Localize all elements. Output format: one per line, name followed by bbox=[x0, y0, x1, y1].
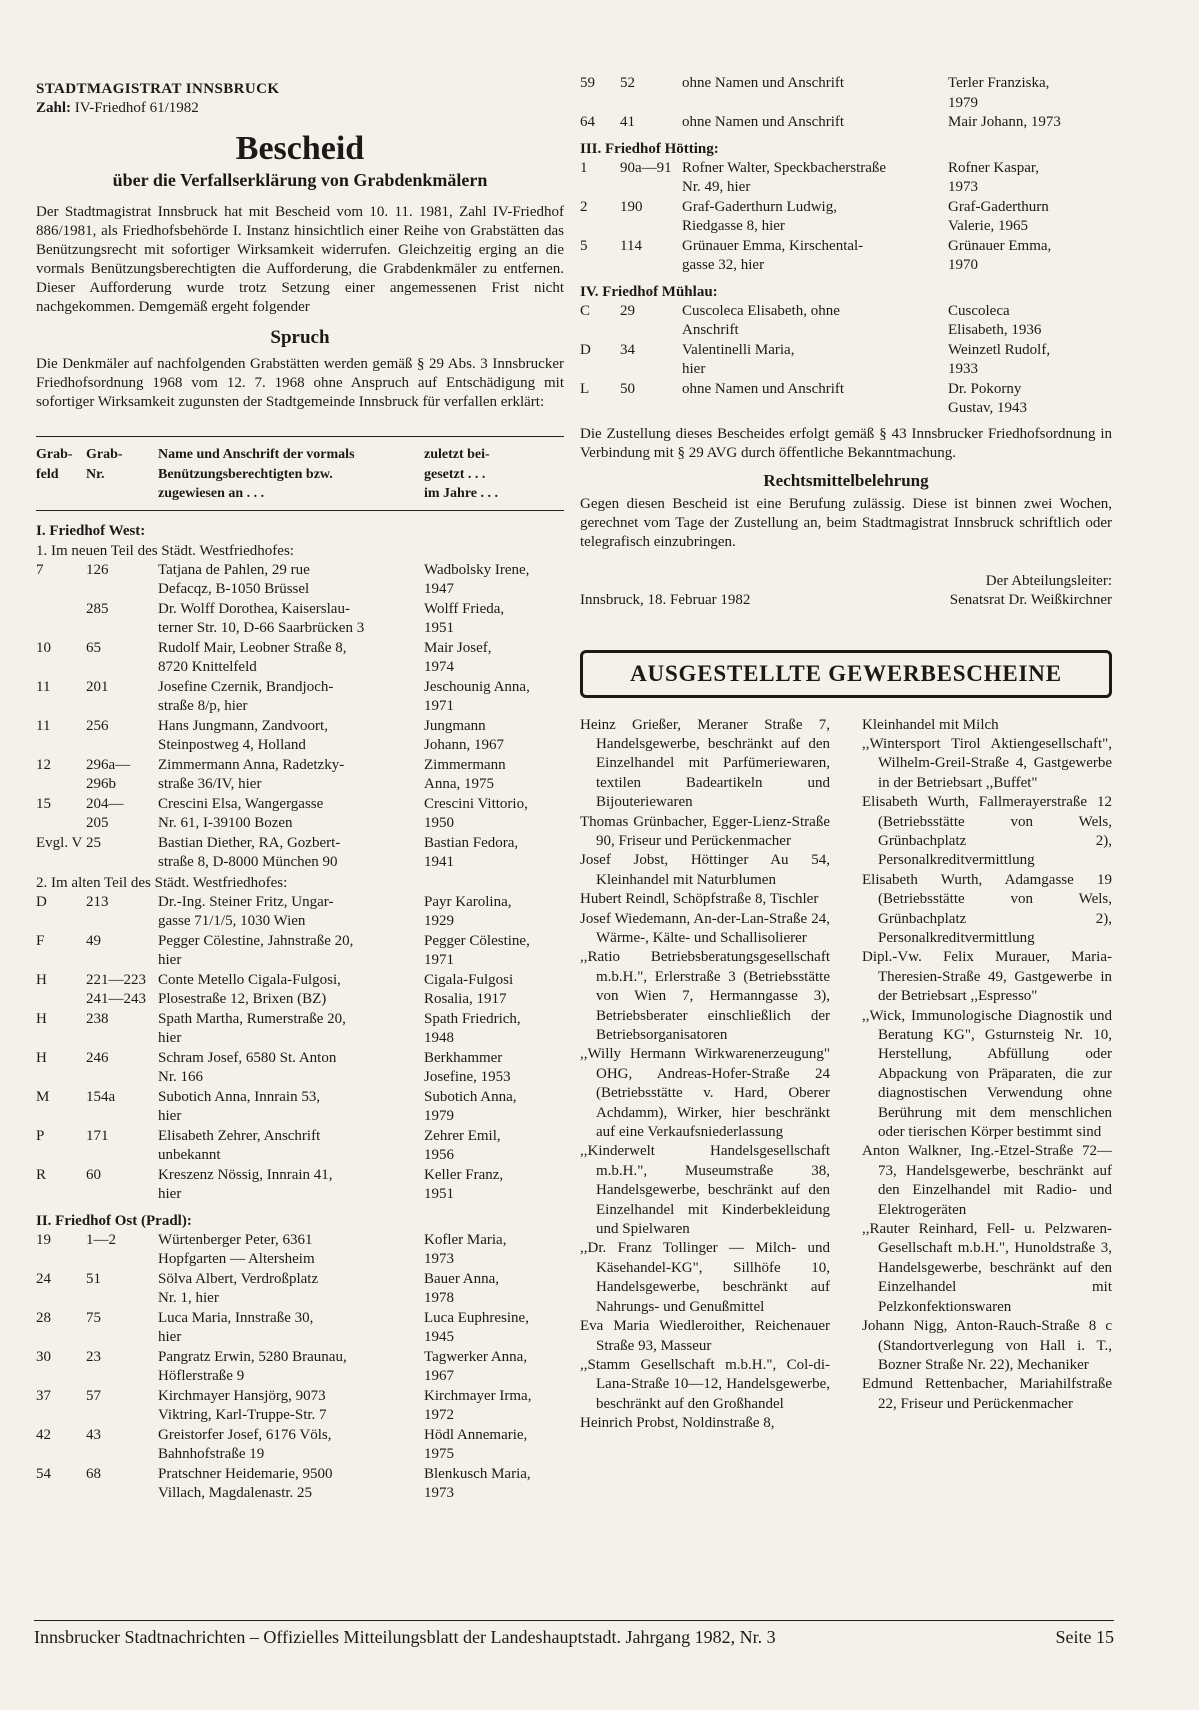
license-entry: ,,Willy Hermann Wirkwarenerzeugung" OHG, Andreas-Hofer-Straße 24 (Betriebsstätte v. Hard, Oberer Achdamm), Wirker, hier beschränkt auf eine Verkaufsniederlassung bbox=[580, 1046, 830, 1141]
table-row bbox=[36, 717, 564, 756]
name-cell: Dr. Wolff Dorothea, Kaiserslau- terner Str. 10, D-66 Saarbrücken 3 bbox=[158, 600, 365, 636]
name-cell: Kreszenz Nössig, Innrain 41, hier bbox=[158, 1166, 333, 1202]
license-entry: Johann Nigg, Anton-Rauch-Straße 8 c (Standortverlegung von Hall i. T., Bozner Straße Nr. 22), Mechaniker bbox=[862, 1318, 1112, 1373]
zustellung-paragraph: Die Zustellung dieses Bescheides erfolgt gemäß § 43 Innsbrucker Friedhofsordnung in Verbindung mit § 29 AVG durch öffentliche Bekanntmachung. bbox=[580, 425, 1112, 461]
license-entry: ,,Ratio Betriebsberatungsgesellschaft m.b.H.", Erlerstraße 3 (Betriebsstätte von Wien 7, Hermanngasse 3), Betriebsberater einschließlich der Betriebsorganisatoren bbox=[580, 949, 830, 1043]
grabnr-cell: 201 bbox=[86, 678, 109, 695]
grabfeld-cell: 28 bbox=[36, 1309, 51, 1326]
file-number-label: Zahl: bbox=[36, 100, 72, 116]
last-burial-cell: Spath Friedrich, 1948 bbox=[424, 1010, 521, 1046]
grabnr-cell: 50 bbox=[620, 380, 635, 397]
muehlau-rows bbox=[580, 302, 1112, 419]
grabfeld-cell: L bbox=[580, 380, 590, 397]
header-grabnr: Grab- Nr. bbox=[86, 447, 123, 482]
cemetery-hoetting-heading: III. Friedhof Hötting: bbox=[580, 140, 719, 157]
table-row bbox=[580, 380, 1112, 419]
table-row bbox=[36, 600, 564, 639]
last-burial-cell: Crescini Vittorio, 1950 bbox=[424, 795, 528, 831]
table-row bbox=[580, 237, 1112, 276]
license-entry: Thomas Grünbacher, Egger-Lienz-Straße 90, Friseur und Perückenmacher bbox=[580, 813, 830, 849]
grabnr-cell: 49 bbox=[86, 932, 101, 949]
grabnr-cell: 154a bbox=[86, 1088, 116, 1105]
name-cell: Subotich Anna, Innrain 53, hier bbox=[158, 1088, 321, 1124]
license-entry: Eva Maria Wiedleroither, Reichenauer Straße 93, Masseur bbox=[580, 1318, 830, 1354]
file-number bbox=[36, 99, 564, 118]
grabnr-cell: 171 bbox=[86, 1127, 109, 1144]
grabnr-cell: 296a— 296b bbox=[86, 756, 131, 792]
last-burial-cell: Luca Euphresine, 1945 bbox=[424, 1309, 529, 1345]
table-row bbox=[36, 1309, 564, 1348]
table-row bbox=[36, 639, 564, 678]
grabnr-cell: 213 bbox=[86, 893, 109, 910]
grabnr-cell: 204— 205 bbox=[86, 795, 124, 831]
table-row bbox=[36, 1127, 564, 1166]
west-new-part-heading: 1. Im neuen Teil des Städt. Westfriedhofes: bbox=[36, 542, 294, 559]
rechtsmittel-paragraph: Gegen diesen Bescheid ist eine Berufung zulässig. Diese ist binnen zwei Wochen, gerechnet vom Tage der Zustellung an, beim Stadtmagistrat Innsbruck schriftlich oder telegrafisch einzubringen. bbox=[580, 495, 1112, 550]
name-cell: Conte Metello Cigala-Fulgosi, Plosestraße 12, Brixen (BZ) bbox=[158, 971, 341, 1007]
grabfeld-cell: H bbox=[36, 1010, 47, 1027]
grabfeld-cell: 7 bbox=[36, 561, 44, 578]
ost-rows-left bbox=[36, 1231, 564, 1504]
license-entry: ,,Wintersport Tirol Aktiengesellschaft", Wilhelm-Greil-Straße 4, Gastgewerbe in der Betriebsart ,,Buffet" bbox=[862, 735, 1112, 791]
name-cell: Dr.-Ing. Steiner Fritz, Ungar- gasse 71/1/5, 1030 Wien bbox=[158, 893, 334, 929]
last-burial-cell: Jeschounig Anna, 1971 bbox=[424, 678, 530, 714]
signatory-name: Senatsrat Dr. Weißkirchner bbox=[949, 591, 1112, 608]
grabnr-cell: 52 bbox=[620, 75, 635, 91]
name-cell: Graf-Gaderthurn Ludwig, Riedgasse 8, hier bbox=[682, 198, 837, 234]
license-entry: ,,Dr. Franz Tollinger — Milch- und Käsehandel-KG", Sillhöfe 10, Handelsgewerbe, beschränkt auf Nahrungs- und Genußmittel bbox=[580, 1240, 830, 1315]
name-cell: Spath Martha, Rumerstraße 20, hier bbox=[158, 1010, 346, 1046]
grabfeld-cell: 54 bbox=[36, 1465, 51, 1482]
grabfeld-cell: M bbox=[36, 1088, 50, 1105]
last-burial-cell: Terler Franziska, 1979 bbox=[948, 75, 1050, 111]
table-row bbox=[36, 561, 564, 600]
grabnr-cell: 238 bbox=[86, 1010, 109, 1027]
last-burial-cell: Graf-Gaderthurn Valerie, 1965 bbox=[948, 198, 1049, 234]
table-row bbox=[36, 1088, 564, 1127]
license-entry: Hubert Reindl, Schöpfstraße 8, Tischler bbox=[580, 891, 819, 908]
name-cell: Cuscoleca Elisabeth, ohne Anschrift bbox=[682, 302, 840, 338]
grabfeld-cell: 11 bbox=[36, 717, 51, 734]
grabnr-cell: 75 bbox=[86, 1309, 101, 1326]
grabnr-cell: 57 bbox=[86, 1387, 101, 1404]
grabfeld-cell: 24 bbox=[36, 1270, 51, 1287]
grabfeld-cell: 37 bbox=[36, 1387, 51, 1404]
grabfeld-cell: 64 bbox=[580, 114, 595, 130]
table-row bbox=[36, 1049, 564, 1088]
name-cell: ohne Namen und Anschrift bbox=[682, 75, 845, 91]
license-entry: Elisabeth Wurth, Adamgasse 19 (Betriebsstätte von Wels, Grünbachplatz 2), Personalkreditvermittlung bbox=[862, 871, 1112, 946]
name-cell: Pratschner Heidemarie, 9500 Villach, Magdalenastr. 25 bbox=[158, 1465, 333, 1501]
west-new-rows bbox=[36, 561, 564, 873]
last-burial-cell: Bauer Anna, 1978 bbox=[424, 1270, 499, 1306]
grabfeld-cell: H bbox=[36, 1049, 47, 1066]
grabnr-cell: 25 bbox=[86, 834, 101, 851]
table-row bbox=[580, 74, 1112, 113]
table-row bbox=[36, 1465, 564, 1504]
name-cell: Pegger Cölestine, Jahnstraße 20, hier bbox=[158, 932, 354, 968]
document-subtitle: über die Verfallserklärung von Grabdenkmälern bbox=[112, 170, 488, 190]
grabfeld-cell bbox=[36, 600, 86, 639]
grabfeld-cell: 12 bbox=[36, 756, 51, 773]
file-number-value: IV-Friedhof 61/1982 bbox=[74, 100, 199, 116]
last-burial-cell: Hödl Annemarie, 1975 bbox=[424, 1426, 528, 1462]
last-burial-cell: Cigala-Fulgosi Rosalia, 1917 bbox=[424, 971, 514, 1007]
name-cell: Bastian Diether, RA, Gozbert- straße 8, D-8000 München 90 bbox=[158, 834, 341, 870]
last-burial-cell: Grünauer Emma, 1970 bbox=[948, 237, 1052, 273]
grabfeld-cell: D bbox=[36, 893, 47, 910]
signature-block bbox=[580, 572, 1112, 610]
last-burial-cell: Berkhammer Josefine, 1953 bbox=[424, 1049, 511, 1085]
last-burial-cell: Keller Franz, 1951 bbox=[424, 1166, 504, 1202]
last-burial-cell: Pegger Cölestine, 1971 bbox=[424, 932, 530, 968]
grabnr-cell: 114 bbox=[620, 237, 642, 254]
name-cell: Kirchmayer Hansjörg, 9073 Viktring, Karl-Truppe-Str. 7 bbox=[158, 1387, 327, 1423]
last-burial-cell: Zimmermann Anna, 1975 bbox=[424, 756, 506, 792]
grabfeld-cell: 2 bbox=[580, 198, 588, 215]
name-cell: Pangratz Erwin, 5280 Braunau, Höflerstraße 9 bbox=[158, 1348, 347, 1384]
table-row bbox=[580, 159, 1112, 198]
grabnr-cell: 43 bbox=[86, 1426, 101, 1443]
name-cell: Valentinelli Maria, hier bbox=[682, 341, 795, 377]
grabnr-cell: 126 bbox=[86, 561, 109, 578]
table-row bbox=[36, 932, 564, 971]
header-grabfeld: Grab- feld bbox=[36, 447, 73, 482]
grabfeld-cell: 59 bbox=[580, 75, 595, 91]
name-cell: Josefine Czernik, Brandjoch- straße 8/p, hier bbox=[158, 678, 334, 714]
grabnr-cell: 190 bbox=[620, 198, 643, 215]
left-column bbox=[36, 80, 564, 1504]
grabfeld-cell: 19 bbox=[36, 1231, 51, 1248]
grabfeld-cell: D bbox=[580, 341, 591, 358]
grabfeld-cell: 10 bbox=[36, 639, 51, 656]
license-entry: Dipl.-Vw. Felix Murauer, Maria-Theresien-Straße 49, Gastgewerbe in der Betriebsart ,,Espresso" bbox=[862, 949, 1112, 1005]
name-cell: Rudolf Mair, Leobner Straße 8, 8720 Knittelfeld bbox=[158, 639, 347, 675]
name-cell: Tatjana de Pahlen, 29 rue Defacqz, B-1050 Brüssel bbox=[158, 561, 310, 597]
cemetery-muehlau-heading: IV. Friedhof Mühlau: bbox=[580, 283, 718, 300]
name-cell: Greistorfer Josef, 6176 Völs, Bahnhofstraße 19 bbox=[158, 1426, 332, 1462]
last-burial-cell: Payr Karolina, 1929 bbox=[424, 893, 512, 929]
name-cell: ohne Namen und Anschrift bbox=[682, 114, 845, 130]
west-old-rows bbox=[36, 893, 564, 1205]
grabfeld-cell: 15 bbox=[36, 795, 51, 812]
name-cell: Hans Jungmann, Zandvoort, Steinpostweg 4, Holland bbox=[158, 717, 328, 753]
issuing-authority: STADTMAGISTRAT INNSBRUCK bbox=[36, 81, 280, 97]
grabfeld-cell: 1 bbox=[580, 159, 588, 176]
grabnr-cell: 1—2 bbox=[86, 1231, 116, 1248]
table-row bbox=[36, 1426, 564, 1465]
intro-paragraph: Der Stadtmagistrat Innsbruck hat mit Bescheid vom 10. 11. 1981, Zahl IV-Friedhof 886/1981, als Friedhofsbehörde I. Instanz hinsichtlich einer Reihe von Grabstätten das Benützungsrecht mit sofortiger Wirksamkeit widerrufen. Gleichzeitig erging an die vormals Benützungsberechtigten die Aufforderung, die Grabdenkmäler zu entfernen. Dieser Aufforderung wurde trotz Setzung einer angemessenen Frist nicht nachgekommen. Demgemäß ergeht folgender bbox=[36, 204, 564, 315]
table-header bbox=[36, 436, 564, 511]
license-entry: Heinrich Probst, Noldinstraße 8, bbox=[580, 1415, 775, 1432]
grabfeld-cell: 11 bbox=[36, 678, 51, 695]
ost-rows-right bbox=[580, 74, 1112, 133]
grabfeld-cell: Evgl. V bbox=[36, 834, 83, 851]
grabfeld-cell: R bbox=[36, 1166, 47, 1183]
last-burial-cell: Cuscoleca Elisabeth, 1936 bbox=[948, 302, 1042, 338]
last-burial-cell: Kofler Maria, 1973 bbox=[424, 1231, 507, 1267]
spruch-heading: Spruch bbox=[270, 327, 330, 348]
license-entry: Elisabeth Wurth, Fallmerayerstraße 12 (Betriebsstätte von Wels, Grünbachplatz 2), Personalkreditvermittlung bbox=[862, 794, 1112, 869]
grabnr-cell: 51 bbox=[86, 1270, 101, 1287]
table-row bbox=[36, 1387, 564, 1426]
name-cell: Rofner Walter, Speckbacherstraße Nr. 49, hier bbox=[682, 159, 887, 195]
grabnr-cell: 65 bbox=[86, 639, 101, 656]
name-cell: ohne Namen und Anschrift bbox=[682, 380, 845, 397]
right-column bbox=[580, 75, 1112, 1434]
signature bbox=[950, 572, 1112, 610]
spruch-paragraph: Die Denkmäler auf nachfolgenden Grabstätten werden gemäß § 29 Abs. 3 Innsbrucker Friedhofsordnung 1968 vom 12. 7. 1968 ohne Anspruch auf Entschädigung mit sofortiger Wirksamkeit zugunsten der Stadtgemeinde Innsbruck für verfallen erklärt: bbox=[36, 356, 564, 410]
last-burial-cell: Mair Josef, 1974 bbox=[424, 639, 492, 675]
name-cell: Würtenberger Peter, 6361 Hopfgarten — Altersheim bbox=[158, 1231, 315, 1267]
last-burial-cell: Weinzetl Rudolf, 1933 bbox=[948, 341, 1051, 377]
last-burial-cell: Zehrer Emil, 1956 bbox=[424, 1127, 501, 1163]
name-cell: Zimmermann Anna, Radetzky- straße 36/IV, hier bbox=[158, 756, 345, 792]
license-entry: ,,Wick, Immunologische Diagnostik und Beratung KG", Gsturnsteig Nr. 10, Herstellung, Abfüllung oder Abpackung von Präparaten, die zur diagnostischen Verwendung ohne Berührung mit dem menschlichen oder tierischen Körper bestimmt sind bbox=[862, 1007, 1112, 1141]
west-old-part-heading: 2. Im alten Teil des Städt. Westfriedhofes: bbox=[36, 874, 288, 891]
last-burial-cell: Rofner Kaspar, 1973 bbox=[948, 159, 1040, 195]
name-cell: Sölva Albert, Verdroßplatz Nr. 1, hier bbox=[158, 1270, 319, 1306]
table-row bbox=[580, 302, 1112, 341]
license-entry: ,,Stamm Gesellschaft m.b.H.", Col-di-Lana-Straße 10—12, Handelsgewerbe, beschränkt auf den Großhandel bbox=[580, 1356, 830, 1412]
last-burial-cell: Bastian Fedora, 1941 bbox=[424, 834, 519, 870]
grabfeld-cell: P bbox=[36, 1127, 45, 1144]
licenses-section bbox=[580, 716, 1112, 1434]
license-entry: Edmund Rettenbacher, Mariahilfstraße 22, Friseur und Perückenmacher bbox=[862, 1376, 1112, 1412]
last-burial-cell: Blenkusch Maria, 1973 bbox=[424, 1465, 531, 1501]
header-name: Name und Anschrift der vormals Benützungsberechtigten bzw. zugewiesen an . . . bbox=[158, 447, 355, 501]
grabnr-cell: 246 bbox=[86, 1049, 109, 1066]
gewerbe-banner: AUSGESTELLTE GEWERBESCHEINE bbox=[580, 650, 1112, 698]
grabnr-cell: 41 bbox=[620, 114, 635, 130]
grabnr-cell: 68 bbox=[86, 1465, 101, 1482]
hoetting-rows bbox=[580, 159, 1112, 276]
name-cell: Luca Maria, Innstraße 30, hier bbox=[158, 1309, 314, 1345]
name-cell: Elisabeth Zehrer, Anschrift unbekannt bbox=[158, 1127, 321, 1163]
table-row bbox=[36, 893, 564, 932]
signatory-role: Der Abteilungsleiter: bbox=[985, 572, 1112, 589]
table-row bbox=[36, 1348, 564, 1387]
grabnr-cell: 285 bbox=[86, 600, 109, 617]
license-entry: ,,Rauter Reinhard, Fell- u. Pelzwaren-Gesellschaft m.b.H.", Hunoldstraße 3, Handelsgewerbe, beschränkt auf den Einzelhandel mit Pelzkonfektionswaren bbox=[862, 1221, 1112, 1315]
table-row bbox=[36, 678, 564, 717]
place-date: Innsbruck, 18. Februar 1982 bbox=[580, 591, 751, 608]
license-entry: Anton Walkner, Ing.-Etzel-Straße 72—73, Handelsgewerbe, beschränkt auf den Einzelhandel mit Radio- und Elektrogeräten bbox=[862, 1143, 1112, 1218]
table-row bbox=[580, 198, 1112, 237]
rechtsmittel-heading: Rechtsmittelbelehrung bbox=[763, 470, 929, 490]
grabfeld-cell: F bbox=[36, 932, 45, 949]
grabnr-cell: 60 bbox=[86, 1166, 101, 1183]
table-row bbox=[36, 1010, 564, 1049]
grabnr-cell: 34 bbox=[620, 341, 635, 358]
last-burial-cell: Wadbolsky Irene, 1947 bbox=[424, 561, 530, 597]
table-row bbox=[36, 971, 564, 1010]
grabnr-cell: 256 bbox=[86, 717, 109, 734]
grabnr-cell: 90a—91 bbox=[620, 159, 672, 176]
licenses-left-column bbox=[580, 716, 830, 1434]
table-row bbox=[36, 1166, 564, 1205]
license-entry: Josef Jobst, Höttinger Au 54, Kleinhandel mit Naturblumen bbox=[580, 852, 830, 888]
table-row bbox=[580, 113, 1112, 133]
page-footer bbox=[34, 1620, 1114, 1648]
grabfeld-cell: 42 bbox=[36, 1426, 51, 1443]
name-cell: Crescini Elsa, Wangergasse Nr. 61, I-39100 Bozen bbox=[158, 795, 324, 831]
table-row bbox=[36, 834, 564, 873]
document-title: Bescheid bbox=[235, 130, 365, 167]
publication-line: Innsbrucker Stadtnachrichten – Offizielles Mitteilungsblatt der Landeshauptstadt. Jahrgang 1982, Nr. 3 bbox=[34, 1627, 776, 1647]
last-burial-cell: Subotich Anna, 1979 bbox=[424, 1088, 517, 1124]
table-row bbox=[580, 341, 1112, 380]
grabfeld-cell: H bbox=[36, 971, 47, 988]
table-row bbox=[36, 1270, 564, 1309]
grabnr-cell: 23 bbox=[86, 1348, 101, 1365]
license-entry: ,,Kinderwelt Handelsgesellschaft m.b.H.", Museumstraße 38, Handelsgewerbe, beschränkt auf den Einzelhandel mit Kinderbekleidung und Spielwaren bbox=[580, 1143, 830, 1238]
grabfeld-cell: 5 bbox=[580, 237, 588, 254]
table-row bbox=[36, 1231, 564, 1270]
last-burial-cell: Wolff Frieda, 1951 bbox=[424, 600, 505, 636]
grabnr-cell: 29 bbox=[620, 302, 635, 319]
license-entry: Kleinhandel mit Milch bbox=[862, 716, 999, 733]
last-burial-cell: Tagwerker Anna, 1967 bbox=[424, 1348, 528, 1384]
license-entry: Heinz Grießer, Meraner Straße 7, Handelsgewerbe, beschränkt auf den Einzelhandel mit Parfümeriewaren, textilen Badeartikeln und Bijouteriewaren bbox=[580, 716, 830, 811]
grabfeld-cell: C bbox=[580, 302, 591, 319]
name-cell: Grünauer Emma, Kirschental- gasse 32, hier bbox=[682, 237, 864, 273]
last-burial-cell: Mair Johann, 1973 bbox=[948, 114, 1061, 130]
grabfeld-cell: 30 bbox=[36, 1348, 51, 1365]
cemetery-west-heading: I. Friedhof West: bbox=[36, 522, 146, 539]
table-row bbox=[36, 756, 564, 795]
header-last-burial: zuletzt bei- gesetzt . . . im Jahre . . . bbox=[424, 447, 499, 501]
last-burial-cell: Dr. Pokorny Gustav, 1943 bbox=[948, 380, 1028, 416]
grabnr-cell: 221—223 241—243 bbox=[86, 971, 146, 1007]
page-number: Seite 15 bbox=[1055, 1627, 1114, 1647]
last-burial-cell: Kirchmayer Irma, 1972 bbox=[424, 1387, 532, 1423]
table-row bbox=[36, 795, 564, 834]
licenses-right-column bbox=[862, 716, 1112, 1434]
name-cell: Schram Josef, 6580 St. Anton Nr. 166 bbox=[158, 1049, 337, 1085]
cemetery-ost-heading: II. Friedhof Ost (Pradl): bbox=[36, 1212, 192, 1229]
last-burial-cell: Jungmann Johann, 1967 bbox=[424, 717, 504, 753]
license-entry: Josef Wiedemann, An-der-Lan-Straße 24, Wärme-, Kälte- und Schallisolierer bbox=[580, 910, 830, 946]
